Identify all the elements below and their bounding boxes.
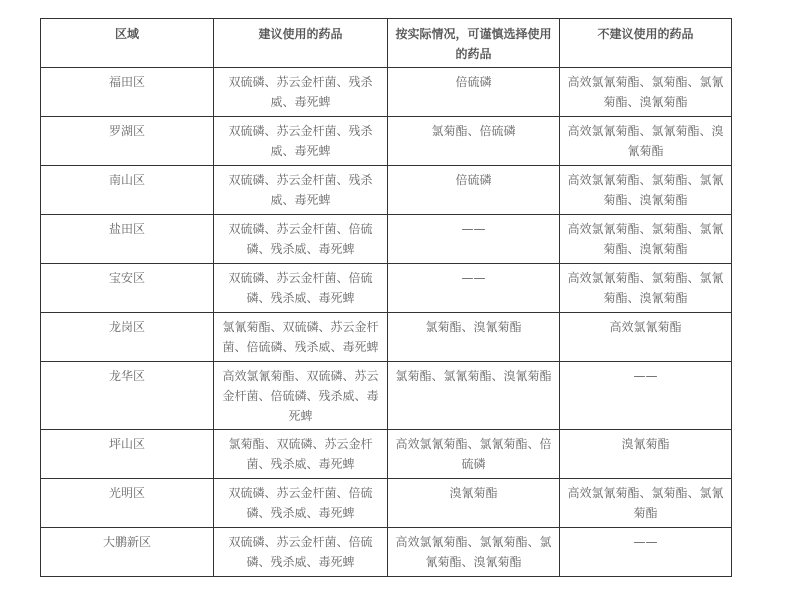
cautious-cell: 倍硫磷	[388, 166, 560, 215]
cautious-cell: ——	[388, 215, 560, 264]
district-cell: 坪山区	[41, 430, 214, 479]
district-cell: 福田区	[41, 68, 214, 117]
not-recommended-cell: ——	[560, 528, 732, 577]
table-row	[41, 166, 732, 215]
cautious-cell: 高效氯氰菊酯、氯氰菊酯、倍硫磷	[388, 430, 560, 479]
header-cautious: 按实际情况，可谨慎选择使用的药品	[388, 19, 560, 68]
recommended-cell: 氯菊酯、双硫磷、苏云金杆菌、残杀威、毒死蜱	[214, 430, 388, 479]
not-recommended-cell: 高效氯氰菊酯、氯菊酯、氯氰菊酯、溴氰菊酯	[560, 166, 732, 215]
cautious-cell: 氯菊酯、倍硫磷	[388, 117, 560, 166]
recommended-cell: 双硫磷、苏云金杆菌、残杀威、毒死蜱	[214, 117, 388, 166]
cautious-cell: 氯菊酯、氯氰菊酯、溴氰菊酯	[388, 362, 560, 430]
table-row	[41, 117, 732, 166]
not-recommended-cell: 溴氰菊酯	[560, 430, 732, 479]
not-recommended-cell: 高效氯氰菊酯、氯菊酯、氯氰菊酯、溴氰菊酯	[560, 215, 732, 264]
not-recommended-cell: 高效氯氰菊酯、氯菊酯、氯氰菊酯	[560, 479, 732, 528]
table-row	[41, 215, 732, 264]
table-row	[41, 479, 732, 528]
not-recommended-cell: 高效氯氰菊酯	[560, 313, 732, 362]
recommended-cell: 氯氰菊酯、双硫磷、苏云金杆菌、倍硫磷、残杀威、毒死蜱	[214, 313, 388, 362]
district-cell: 光明区	[41, 479, 214, 528]
cautious-cell: 溴氰菊酯	[388, 479, 560, 528]
not-recommended-cell: 高效氯氰菊酯、氯菊酯、氯氰菊酯、溴氰菊酯	[560, 68, 732, 117]
recommended-cell: 双硫磷、苏云金杆菌、残杀威、毒死蜱	[214, 68, 388, 117]
district-cell: 罗湖区	[41, 117, 214, 166]
district-cell: 龙岗区	[41, 313, 214, 362]
table-header-row	[41, 19, 732, 68]
header-recommended: 建议使用的药品	[214, 19, 388, 68]
recommended-cell: 双硫磷、苏云金杆菌、倍硫磷、残杀威、毒死蜱	[214, 479, 388, 528]
recommended-cell: 双硫磷、苏云金杆菌、倍硫磷、残杀威、毒死蜱	[214, 528, 388, 577]
recommended-cell: 双硫磷、苏云金杆菌、倍硫磷、残杀威、毒死蜱	[214, 264, 388, 313]
recommended-cell: 双硫磷、苏云金杆菌、残杀威、毒死蜱	[214, 166, 388, 215]
header-district: 区域	[41, 19, 214, 68]
district-cell: 宝安区	[41, 264, 214, 313]
not-recommended-cell: 高效氯氰菊酯、氯氰菊酯、溴氰菊酯	[560, 117, 732, 166]
cautious-cell: 倍硫磷	[388, 68, 560, 117]
table-row	[41, 528, 732, 577]
not-recommended-cell: 高效氯氰菊酯、氯菊酯、氯氰菊酯、溴氰菊酯	[560, 264, 732, 313]
district-cell: 南山区	[41, 166, 214, 215]
district-cell: 大鹏新区	[41, 528, 214, 577]
table-row	[41, 313, 732, 362]
not-recommended-cell: ——	[560, 362, 732, 430]
cautious-cell: 氯菊酯、溴氰菊酯	[388, 313, 560, 362]
recommended-cell: 双硫磷、苏云金杆菌、倍硫磷、残杀威、毒死蜱	[214, 215, 388, 264]
header-not-recommended: 不建议使用的药品	[560, 19, 732, 68]
pesticide-table	[40, 18, 732, 577]
table-row	[41, 68, 732, 117]
district-cell: 盐田区	[41, 215, 214, 264]
table-row	[41, 430, 732, 479]
cautious-cell: 高效氯氰菊酯、氯氰菊酯、氯氰菊酯、溴氰菊酯	[388, 528, 560, 577]
table-row	[41, 264, 732, 313]
recommended-cell: 高效氯氰菊酯、双硫磷、苏云金杆菌、倍硫磷、残杀威、毒死蜱	[214, 362, 388, 430]
district-cell: 龙华区	[41, 362, 214, 430]
cautious-cell: ——	[388, 264, 560, 313]
table-row	[41, 362, 732, 430]
